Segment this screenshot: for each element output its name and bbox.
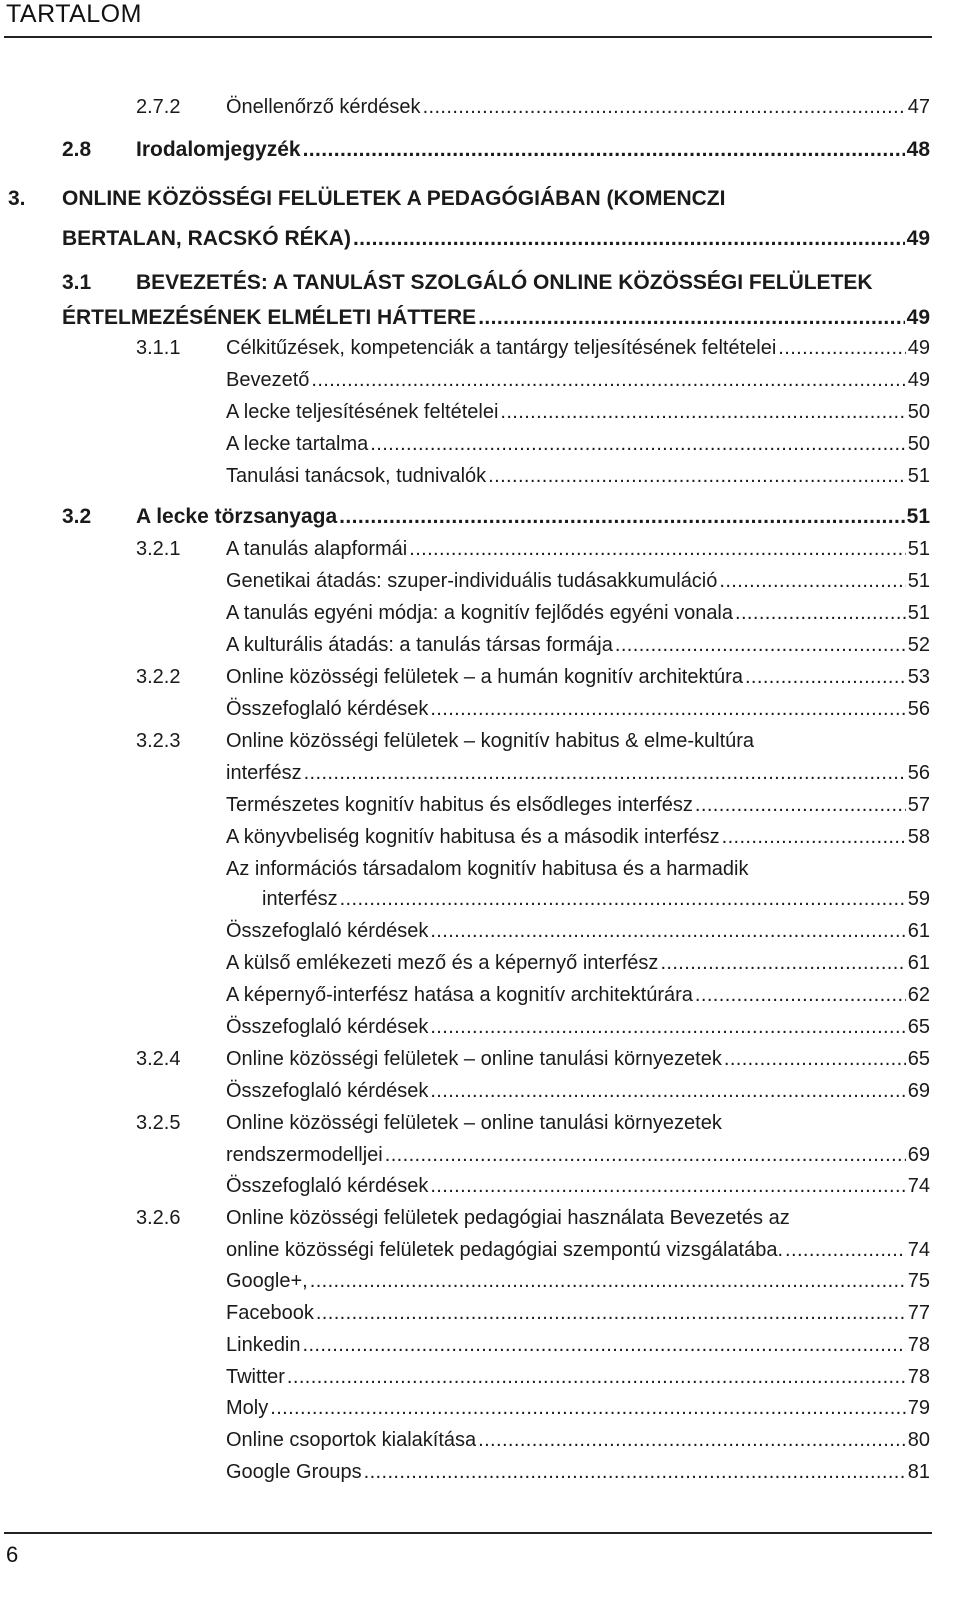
dot-leader [695, 794, 906, 817]
toc-entry-title: Önellenőrző kérdések [226, 96, 421, 118]
toc-entry-page: 56 [907, 698, 930, 720]
toc-entry-page: 74 [907, 1175, 930, 1197]
toc-entry-page: 49 [906, 227, 930, 250]
toc-entry[interactable] [226, 1461, 930, 1491]
toc-entry-title-cont: online közösségi felületek pedagógiai szempontú vizsgálatába. [226, 1239, 784, 1261]
dot-leader [745, 666, 906, 689]
toc-entry-title-cont: interfész [226, 762, 302, 784]
dot-leader [785, 1239, 906, 1262]
toc-entry[interactable] [226, 1429, 930, 1459]
dot-leader [316, 1302, 906, 1325]
toc-entry[interactable] [226, 634, 930, 664]
toc-entry-page: 51 [907, 538, 930, 560]
toc-entry[interactable] [136, 96, 930, 126]
dot-leader [615, 634, 906, 657]
dot-leader [303, 1334, 906, 1357]
toc-entry-page: 52 [907, 634, 930, 656]
toc-entry-page: 56 [907, 762, 930, 784]
toc-entry-page: 57 [907, 794, 930, 816]
toc-entry[interactable] [226, 369, 930, 399]
dot-leader [660, 952, 905, 975]
toc-entry[interactable] [226, 433, 930, 463]
toc-entry-page: 62 [907, 984, 930, 1006]
page-title: TARTALOM [6, 0, 142, 28]
toc-entry[interactable] [226, 1397, 930, 1427]
toc-entry-title: Tanulási tanácsok, tudnivalók [226, 465, 487, 487]
toc-entry[interactable] [8, 187, 930, 265]
toc-entry[interactable] [226, 1366, 930, 1396]
toc-entry-title: A képernyő-interfész hatása a kognitív architektúrára [226, 984, 693, 1006]
toc-entry-number: 3.2.6 [136, 1207, 181, 1229]
toc-entry-number: 3. [8, 187, 26, 210]
toc-entry-page: 51 [907, 602, 930, 624]
dot-leader [339, 505, 904, 529]
toc-entry-title: Összefoglaló kérdések [226, 1016, 429, 1038]
toc-entry-page: 51 [907, 465, 930, 487]
dot-leader [311, 369, 905, 392]
toc-entry-number: 3.1 [62, 271, 92, 294]
dot-leader [270, 1397, 906, 1420]
toc-entry[interactable] [136, 1112, 930, 1176]
toc-entry-title: Facebook [226, 1302, 314, 1324]
dot-leader [778, 337, 905, 360]
toc-entry[interactable] [226, 1334, 930, 1364]
dot-leader [430, 1080, 905, 1103]
toc-entry-page: 61 [907, 952, 930, 974]
toc-entry-title: Összefoglaló kérdések [226, 1175, 429, 1197]
toc-entry-page: 65 [907, 1016, 930, 1038]
toc-entry-title: Google+, [226, 1270, 308, 1292]
toc-entry-page: 50 [907, 401, 930, 423]
toc-entry-page: 49 [906, 306, 930, 329]
toc-entry-title: Célkitűzések, kompetenciák a tantárgy teljesítésének feltételei [226, 337, 777, 359]
dot-leader [478, 1429, 906, 1452]
toc-entry[interactable] [226, 1302, 930, 1332]
toc-entry-title: Google Groups [226, 1461, 362, 1483]
toc-entry-title: Online közösségi felületek – online tanulási környezetek [226, 1048, 722, 1070]
dot-leader [385, 1144, 906, 1167]
dot-leader [478, 306, 904, 330]
toc-entry-page: 78 [907, 1334, 930, 1356]
dot-leader [423, 96, 906, 119]
toc-entry-page: 50 [907, 433, 930, 455]
toc-entry[interactable] [136, 666, 930, 696]
toc-entry[interactable] [226, 465, 930, 495]
toc-entry[interactable] [226, 1175, 930, 1205]
toc-entry-title: Összefoglaló kérdések [226, 698, 429, 720]
toc-entry-title: Online csoportok kialakítása [226, 1429, 477, 1451]
toc-entry[interactable] [226, 1016, 930, 1046]
toc-entry-title: A könyvbeliség kognitív habitusa és a második interfész [226, 826, 720, 848]
toc-entry-title: Linkedin [226, 1334, 301, 1356]
dot-leader [287, 1366, 906, 1389]
toc-entry-page: 53 [907, 666, 930, 688]
toc-entry-page: 49 [907, 369, 930, 391]
toc-entry-number: 3.2.2 [136, 666, 181, 688]
dot-leader [304, 762, 906, 785]
toc-entry[interactable] [226, 858, 930, 922]
toc-entry-page: 74 [907, 1239, 930, 1261]
toc-entry-title: Moly [226, 1397, 269, 1419]
toc-entry-page: 51 [907, 570, 930, 592]
toc-entry-title: A külső emlékezeti mező és a képernyő interfész [226, 952, 659, 974]
dot-leader [364, 1461, 906, 1484]
toc-entry[interactable] [226, 570, 930, 600]
toc-entry-page: 58 [907, 826, 930, 848]
toc-entry[interactable] [226, 984, 930, 1014]
toc-entry[interactable] [136, 730, 930, 794]
toc-entry-title-cont: rendszermodelljei [226, 1144, 383, 1166]
dot-leader [310, 1270, 906, 1293]
dot-leader [724, 1048, 906, 1071]
toc-entry-title: Bevezető [226, 369, 310, 391]
toc-entry-title: Genetikai átadás: szuper-individuális tudásakkumuláció [226, 570, 718, 592]
toc-entry[interactable] [226, 1080, 930, 1110]
toc-entry[interactable] [226, 401, 930, 431]
dot-leader [430, 1016, 905, 1039]
page-number: 6 [6, 1542, 19, 1567]
toc-entry-title: A lecke tartalma [226, 433, 369, 455]
toc-entry-number: 3.2.4 [136, 1048, 181, 1070]
toc-entry-title: A tanulás alapformái [226, 538, 408, 560]
toc-entry-title: Online közösségi felületek pedagógiai használata Bevezetés az [226, 1207, 790, 1229]
dot-leader [353, 227, 905, 251]
toc-entry-page: 69 [907, 1080, 930, 1102]
toc-entry[interactable] [62, 505, 930, 535]
toc-entry-title: Online közösségi felületek – online tanulási környezetek [226, 1112, 722, 1134]
toc-entry-title: Online közösségi felületek – a humán kognitív architektúra [226, 666, 743, 688]
toc-entry-page: 69 [907, 1144, 930, 1166]
toc-entry-title: A kulturális átadás: a tanulás társas formája [226, 634, 613, 656]
toc-entry-title: BEVEZETÉS: A TANULÁST SZOLGÁLÓ ONLINE KÖZÖSSÉGI FELÜLETEK [136, 271, 873, 294]
dot-leader [719, 570, 905, 593]
toc-entry-page: 48 [906, 138, 930, 161]
toc-entry[interactable] [226, 602, 930, 632]
toc-entry-page: 47 [907, 96, 930, 118]
dot-leader [695, 984, 906, 1007]
toc-entry[interactable] [136, 337, 930, 367]
toc-entry-page: 49 [907, 337, 930, 359]
dot-leader [735, 602, 906, 625]
toc-entry-title: A tanulás egyéni módja: a kognitív fejlődés egyéni vonala [226, 602, 734, 624]
toc-entry-page: 65 [907, 1048, 930, 1070]
toc-entry-title: A lecke törzsanyaga [136, 505, 338, 528]
toc-entry-title: Természetes kognitív habitus és elsődleges interfész [226, 794, 693, 816]
toc-entry-page: 51 [906, 505, 930, 528]
toc-entry-title: A lecke teljesítésének feltételei [226, 401, 499, 423]
dot-leader [409, 538, 906, 561]
toc-entry[interactable] [62, 138, 930, 168]
dot-leader [722, 826, 906, 849]
dot-leader [430, 1175, 905, 1198]
toc-entry-page: 78 [907, 1366, 930, 1388]
toc-entry-title: Irodalomjegyzék [136, 138, 301, 161]
toc-entry-page: 61 [907, 920, 930, 942]
toc-entry-page: 80 [907, 1429, 930, 1451]
toc-entry[interactable] [226, 794, 930, 824]
toc-entry-page: 81 [907, 1461, 930, 1483]
dot-leader [488, 465, 906, 488]
toc-entry[interactable] [226, 698, 930, 728]
toc-entry[interactable] [136, 1207, 930, 1271]
toc-entry-page: 75 [907, 1270, 930, 1292]
toc-entry[interactable] [226, 1270, 930, 1300]
toc-entry[interactable] [226, 920, 930, 950]
toc-entry-title: ONLINE KÖZÖSSÉGI FELÜLETEK A PEDAGÓGIÁBAN (KOMENCZI [62, 187, 726, 210]
toc-entry-title: Twitter [226, 1366, 285, 1388]
toc-entry-number: 2.8 [62, 138, 92, 161]
toc-entry-title-cont: interfész [262, 888, 338, 910]
toc-entry-title: Összefoglaló kérdések [226, 920, 429, 942]
dot-leader [370, 433, 905, 456]
dot-leader [303, 138, 905, 162]
toc-entry[interactable] [136, 1048, 930, 1078]
toc-entry-number: 3.2.1 [136, 538, 181, 560]
toc-entry-title: Összefoglaló kérdések [226, 1080, 429, 1102]
dot-leader [430, 920, 905, 943]
dot-leader [430, 698, 905, 721]
toc-entry-page: 59 [907, 888, 930, 910]
toc-entry[interactable] [226, 952, 930, 982]
toc-entry-title-cont: ÉRTELMEZÉSÉNEK ELMÉLETI HÁTTERE [62, 306, 477, 329]
footer-divider [4, 1532, 932, 1534]
toc-entry-title: Online közösségi felületek – kognitív habitus & elme-kultúra [226, 730, 755, 752]
toc-entry-title-cont: BERTALAN, RACSKÓ RÉKA) [62, 227, 351, 250]
toc-entry-number: 3.2.5 [136, 1112, 181, 1134]
dot-leader [500, 401, 905, 424]
toc-entry-number: 3.2 [62, 505, 92, 528]
toc-entry-number: 3.1.1 [136, 337, 181, 359]
toc-entry-page: 77 [907, 1302, 930, 1324]
toc-entry[interactable] [136, 538, 930, 568]
toc-entry[interactable] [226, 826, 930, 856]
toc-entry-page: 79 [907, 1397, 930, 1419]
dot-leader [340, 888, 906, 911]
toc-entry-number: 2.7.2 [136, 96, 181, 118]
toc-entry-number: 3.2.3 [136, 730, 181, 752]
toc-entry-title: Az információs társadalom kognitív habitusa és a harmadik [226, 858, 749, 880]
